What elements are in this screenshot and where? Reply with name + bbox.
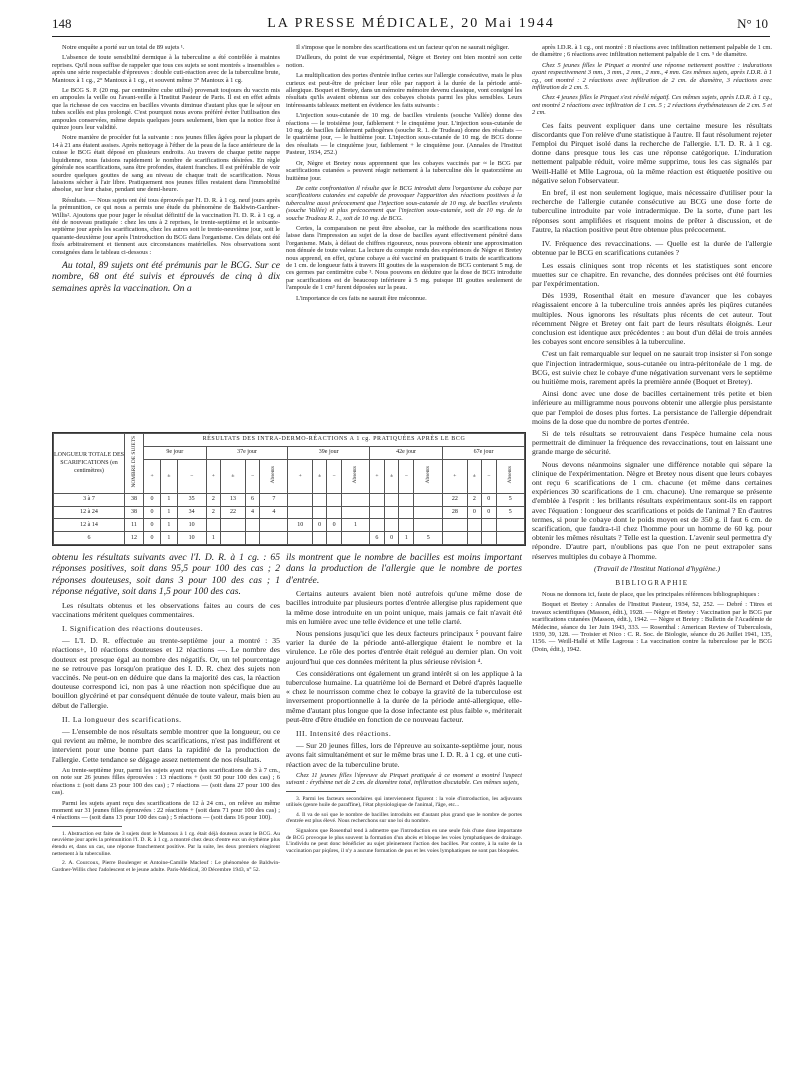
- table-header-length: LONGUEUR TOTALE DES SCARIFICATIONS (en centimètres): [54, 434, 125, 494]
- paragraph: Dès 1939, Rosenthal était en mesure d'avancer que les cobayes réagissaient encore à la tuberculine trois années après les piqûres cutanées multiples. Nous ignorons les résultats plus récents de cet auteur. Tout récemment Nègre et Bretey ont fait part de leurs résultats éloignés. Leur conclusion est identique aux précédentes : au bout d'un délai de trois années les cobayes sont encore sensibles à la tuberculine.: [532, 291, 772, 347]
- table-cell: [327, 506, 342, 519]
- sub-header: −: [399, 459, 414, 493]
- table-header-count: NOMBRE DE SUJETS: [125, 434, 144, 494]
- table-cell: 10: [288, 519, 313, 532]
- table-cell: 0: [327, 519, 342, 532]
- journal-title: LA PRESSE MÉDICALE, 20 Mai 1944: [267, 16, 555, 31]
- footnote: 3. Parmi les facteurs secondaires qui interviennent figurent : la voie d'introduction, les adjuvants utilisés (genre huile de paraffine), l'état physiologique de l'animal, l'âge, etc...: [286, 795, 522, 809]
- paragraph: C'est un fait remarquable sur lequel on ne saurait trop insister si l'on songe que l'injection intradermique, sous-cutanée ou intra-péritonéale de 1 mg. de BCG, est suivie chez le cobaye d'une négativation survenant vers le septième ou huitième mois, rarement après la première année (Boquet et Bretey).: [532, 349, 772, 386]
- sub-header: −: [481, 459, 496, 493]
- sub-header: +: [144, 459, 161, 493]
- sub-header: +: [443, 459, 468, 493]
- table-cell: 12 à 14: [54, 519, 125, 532]
- lead-paragraph: Au total, 89 sujets ont été prémunis par le BCG. Sur ce nombre, 68 ont été suivis et éprouvés de cinq à dix semaines après la vaccination. On a: [52, 259, 280, 294]
- table-cell: [288, 532, 313, 545]
- column-3: [532, 44, 772, 1064]
- table-cell: [414, 493, 443, 506]
- institution-credit: (Travail de l'Institut National d'hygiène.): [593, 563, 721, 573]
- sub-header: ±: [313, 459, 327, 493]
- table-cell: [369, 493, 384, 506]
- paragraph: Chez 11 jeunes filles l'épreuve du Pirquet pratiquée à ce moment a montré l'aspect suivant : érythème net de 2 cm. de diamètre total, infiltration discutable. Ces mêmes sujets,: [286, 771, 522, 787]
- lead-paragraph: obtenu les résultats suivants avec l'I. D. R. à 1 cg. : 65 réponses positives, soit dans 95,5 pour 100 des cas ; 2 réponses douteuses, soit dans 3 pour 100 des cas ; 1 réponse négative, soit dans 1,5 pour 100 des cas.: [52, 552, 280, 598]
- sub-header: +: [288, 459, 313, 493]
- table-cell: [384, 519, 399, 532]
- sub-header: −: [245, 459, 260, 493]
- table-cell: [260, 519, 288, 532]
- table-cell: [221, 519, 246, 532]
- table-cell: 5: [496, 506, 524, 519]
- paragraph: L'absence de toute sensibilité dermique à la tuberculine a été contrôlée à maintes reprises. Qu'il nous suffise de rappeler que tous ces sujets se sont montrés « insensibles » après une série respectable d'épreuves : double cuti-réaction avec de la tuberculine brute, Mantoux à 1 cg., 2° Mantoux à 1 cg., et souvent même 3° Mantoux à 1 cg.: [52, 54, 280, 84]
- table-cell: 6: [245, 493, 260, 506]
- table-cell: 12 à 24: [54, 506, 125, 519]
- bibliography-intro: Nous ne donnons ici, faute de place, que les principales références bibliographiques :: [542, 591, 760, 598]
- table-cell: [288, 506, 313, 519]
- table-cell: [369, 506, 384, 519]
- sub-header: ±: [467, 459, 481, 493]
- paragraph: Chez 5 jeunes filles le Pirquet a montré une réponse nettement positive : indurations ayant respectivement 3 mm., 3 mm., 2 mm., 2 mm., 4 mm. Ces mêmes sujets, après I.D.R. à 1 cg., ont montré : 2 réactions avec infiltration de 2 cm. de diamètre, 3 réactions avec infiltration de 2 cm. 5.: [532, 61, 772, 92]
- section-2-title: II. La longueur des scarifications.: [62, 714, 182, 724]
- paragraph: Au trente-septième jour, parmi les sujets ayant reçu des scarifications de 3 à 7 cm., on note sur 26 jeunes filles éprouvées : 13 réactions + (soit 50 pour 100 des cas) ; 6 réactions ± (soit dans 23 pour 100 des cas) ; 7 réactions — (soit dans 27 pour 100 des cas).: [52, 766, 280, 797]
- paragraph: Chez 4 jeunes filles le Pirquet s'est révélé négatif. Ces mêmes sujets, après I.D.R. à 1 cg., ont montré 2 réactions avec infiltration de 1 cm. 5 ; 2 réactions érythémateuses de 2 cm. 5 et 2 cm.: [532, 94, 772, 117]
- table-cell: [327, 532, 342, 545]
- table-cell: [467, 532, 481, 545]
- paragraph: Les essais cliniques sont trop récents et les statistiques sont encore muettes sur ce chapitre. En revanche, des données précises ont été fournies par l'expérimentation.: [532, 260, 772, 288]
- table-cell: [341, 506, 369, 519]
- table-cell: [341, 493, 369, 506]
- paragraph: Ces considérations ont également un grand intérêt si on les applique à la tuberculose humaine. La quatrième loi de Bernard et Debré d'après laquelle « chez le nourrisson comme chez le cobaye la gravité de la tuberculose est inversement proportionnelle à la durée de la période anté-allergique, elle-même d'autant plus longue que la dose infectante est plus faible », mériterait peut-être d'être étudiée en fonction de ce nouveau facteur.: [286, 668, 522, 724]
- table-cell: 10: [177, 532, 206, 545]
- table-cell: 0: [144, 532, 161, 545]
- table-row: [54, 493, 525, 506]
- table-cell: [399, 493, 414, 506]
- table-cell: [399, 506, 414, 519]
- table-cell: 3 à 7: [54, 493, 125, 506]
- column-1-bottom: [52, 552, 280, 1062]
- table-cell: [443, 519, 468, 532]
- footnote: 4. Il va de soi que le nombre de bacilles introduits est d'autant plus grand que le nombre de portes d'entrée est plus élevé. Nous recherchons sur une loi du nombre.: [286, 811, 522, 825]
- paragraph: Le BCG S. P. (20 mg. par centimètre cube utilisé) provenait toujours du vaccin mis en ampoules la veille ou l'avant-veille à l'Institut Pasteur de Paris. Il est en effet admis que la richesse de ces vaccins en bacilles vivants diminue d'autant plus que le séjour en tubes scellés est plus prolongé. C'est pourquoi nous avons préféré éviter l'utilisation des ampoules conservées, même depuis quelques jours seulement, bien que la notice fixe à quinze jours leur validité.: [52, 87, 280, 132]
- sub-header: ±: [384, 459, 399, 493]
- footnote: 2. A. Courcoux, Pierre Boulenger et Antoine-Camille Macleuf : Le phénomène de Baldwin-Gardner-Willis chez l'adolescent et le jeune adulte. Paris-Médical, 30 Décembre 1943, n° 52.: [52, 860, 280, 873]
- paragraph: Notre enquête a porté sur un total de 89 sujets ¹.: [62, 44, 185, 51]
- table-cell: 1: [399, 532, 414, 545]
- table-cell: 2: [467, 493, 481, 506]
- footnote-separator: [52, 826, 122, 827]
- table-cell: [496, 532, 524, 545]
- sub-header: +: [369, 459, 384, 493]
- table-title: RÉSULTATS DES INTRA-DERMO-RÉACTIONS A 1 cg. PRATIQUÉES APRÈS LE BCG: [144, 434, 525, 447]
- issue-number: N° 10: [737, 16, 768, 31]
- page-number: 148: [52, 16, 72, 31]
- paragraph: — Sur 20 jeunes filles, lors de l'épreuve au soixante-septième jour, nous avons fait simultanément et sur le même bras une I. D. R. à 1 cg. et une cuti-réaction avec de la tuberculine brute.: [286, 741, 522, 769]
- table-cell: [414, 519, 443, 532]
- sub-header: ±: [161, 459, 178, 493]
- section-4-title: IV. Fréquence des revaccinations. — Quelle est la durée de l'allergie obtenue par le BCG en scarifications cutanées ?: [532, 239, 772, 258]
- table-cell: 7: [260, 493, 288, 506]
- table-cell: 35: [177, 493, 206, 506]
- table-cell: 0: [144, 493, 161, 506]
- sub-header: Absents: [260, 459, 288, 493]
- paragraph: La multiplication des portes d'entrée influe certes sur l'allergie consécutive, mais le plus curieux est peut-être de préciser leur rôle par rapport à la durée de la période anté-allergique. Boquet et Bretey, dans un mémoire mémoire devenu classique, vont consigné les résultats qu'ils avaient obtenus sur des cobayes choisis parmi les plus sensibles. Leurs intéressants tableaux mettent en évidence les faits suivants :: [286, 72, 522, 109]
- table-cell: 34: [177, 506, 206, 519]
- table-cell: 1: [161, 519, 178, 532]
- table-cell: 2: [206, 493, 221, 506]
- paragraph: D'ailleurs, du point de vue expérimental, Nègre et Bretey ont bien montré son cette notion.: [286, 54, 522, 69]
- table-cell: [384, 493, 399, 506]
- paragraph: Si de tels résultats se retrouvaient dans l'espèce humaine cela nous permettrait de diminuer la fréquence des revaccinations, tout en laissant une grande marge de sécurité.: [532, 428, 772, 457]
- table-cell: [399, 519, 414, 532]
- paragraph: Les résultats obtenus et les observations faites au cours de ces vaccinations méritent quelques commentaires.: [52, 600, 280, 619]
- table-row: [54, 506, 525, 519]
- footnote: Signalons que Rosenthal tend à admettre que l'introduction en une seule fois d'une dose importante de BCG provoque le plus souvent la formation d'un abcès et bloque les voies lymphatiques de drainage. L'individu ne peut donc bénéficier au sujet pleinement l'action des bacilles. Par contre, à la suite de la vaccination par piqûres, il n'y a aucune formation de pus et les voies lymphatiques ne sont pas bloquées.: [286, 828, 522, 854]
- section-3-title: III. Intensité des réactions.: [296, 729, 392, 739]
- table-cell: 1: [161, 506, 178, 519]
- paragraph: Résultats. — Nous sujets ont été tous éprouvés par l'I. D. R. à 1 cg. neuf jours après la prémunition, ce qui nous a permis une étude du phénomène de Baldwin-Gardner-Willis². Ajoutons que pour juger le résultat définitif de la vaccination l'I. D. R. à 1 cg. a été de nouveau pratiquée : chez les uns à 2 reprises, le trente-septième et le soixante-septième jour après les scarifications, chez les autres soit le trente-neuvième jour, soit le quarante-deuxième jour après l'introduction du BCG dans l'organisme. Ces délais ont été fixés arbitrairement et tiennent aux circonstances matérielles. Nos observations sont consignées dans le tableau ci-dessous :: [52, 196, 280, 256]
- sub-header: Absents: [496, 459, 524, 493]
- table-cell: 22: [443, 493, 468, 506]
- table-day-9: 9e jour: [144, 446, 207, 459]
- paragraph: — L'I. D. R. effectuée au trente-septième jour a montré : 35 réactions+, 10 réactions douteuses et 12 réactions —. Le nombre des douteux est presque égal au nombre des négatifs. Or, un tel pourcentage ne se retrouve pas lorsqu'on pratique des I. D. R. chez des sujets non vaccinés. Ne peut-on en déduire que dans la majorité des cas, la réaction douteuse correspond ici, non pas à une réaction non spécifique due au bouillon glycériné et par conséquent dénuée de toute valeur, mais bien au début de l'allergie.: [52, 636, 280, 710]
- table-cell: 1: [161, 532, 178, 545]
- table-cell: 0: [313, 519, 327, 532]
- column-2-bottom: [286, 552, 522, 1062]
- table-day-37: 37e jour: [206, 446, 288, 459]
- table-cell: 4: [260, 506, 288, 519]
- table-cell: [327, 493, 342, 506]
- paragraph: En bref, il est non seulement logique, mais nécessaire d'utiliser pour la recherche de l'allergie cutanée consécutive au BCG une dose forte de tuberculine introduite par voie intradermique. De la sorte, d'une part les réponses sont amplifiées et risquent moins de prêter à discussion, et de l'autre, la réaction positive peut être obtenue plus précocement.: [532, 188, 772, 234]
- table-cell: 0: [481, 493, 496, 506]
- table-day-39: 39e jour: [288, 446, 370, 459]
- table-cell: [341, 532, 369, 545]
- paragraph: Ces faits peuvent expliquer dans une certaine mesure les résultats discordants que l'on relève d'une statistique à l'autre. Il faut résolument rejeter l'emploi du Pirquet isolé dans la recherche de l'allergie. L'I. D. R. à 1 cg. donne dans presque tous les cas une réponse catégorique. L'induration nettement palpable réduit, voire même supprime, tous les cas signalés par Weill-Hallé et Mlle Lagroua, où la même réaction est étiquetée positive ou négative selon l'observateur.: [532, 120, 772, 185]
- table-cell: 6: [54, 532, 125, 545]
- table-cell: 1: [161, 493, 178, 506]
- paragraph: Notre manière de procéder fut la suivante : nos jeunes filles âgées pour la plupart de 14 à 21 ans étaient assises. Après nettoyage à l'éther de la peau de la face antérieure de la cuisse le BCG était déposé en plusieurs endroits. Au travers de chaque petite nappe liquidienne, nous faisions rapidement le nombre de scarifications désirées. En règle générale nos scarifications, sans être profondes, étaient franches. Il est préférable de voir sourdre quelques gouttes de sang au niveau de chaque trait de scarification. Nous laissions sécher à l'air libre. Pratiquement nos jeunes filles restaient dans l'immobilité absolue, sur leur chaise, pendant une demi-heure.: [52, 134, 280, 194]
- table-cell: [467, 519, 481, 532]
- paragraph: Il s'impose que le nombre des scarifications est un facteur qu'on ne saurait négliger.: [296, 44, 510, 51]
- table-cell: 10: [177, 519, 206, 532]
- table-day-67: 67e jour: [443, 446, 525, 459]
- bibliography-title: BIBLIOGRAPHIE: [615, 579, 689, 587]
- paragraph: Nous pensions jusqu'ici que les deux facteurs principaux ⁵ pouvant faire varier la durée de la période anté-allergique étaient le nombre et la virulence. Le rôle des portes d'entrée était relégué au dernier plan. On voit aujourd'hui que ces données méritent la plus sérieuse révision ⁴.: [286, 629, 522, 666]
- table-cell: 1: [206, 532, 221, 545]
- table-cell: 22: [221, 506, 246, 519]
- table-cell: [288, 493, 313, 506]
- table-cell: 0: [144, 519, 161, 532]
- table-cell: 5: [414, 532, 443, 545]
- sub-header: −: [327, 459, 342, 493]
- results-table: [52, 432, 526, 546]
- table-cell: [245, 519, 260, 532]
- table-day-42: 42e jour: [369, 446, 442, 459]
- table-cell: 2: [206, 506, 221, 519]
- paragraph: L'injection sous-cutanée de 10 mg. de bacilles virulents (souche Vallée) donne des réactions — le troisième jour, faiblement + le cinquième jour. L'injection sous-cutanée de 10 mg. de bacilles faiblement pathogènes (souche R. 1. de Trudeau) donne des résultats — le quatrième jour, — le huitième jour. L'injection sous-cutanée de 10 mg. de BCG donne des résultats — le cinquième jour, faiblement + le cinquième jour. (Annales de l'Institut Pasteur, 1934, 252.): [286, 112, 522, 157]
- table-cell: [221, 532, 246, 545]
- sub-header: −: [177, 459, 206, 493]
- table-cell: 38: [125, 493, 144, 506]
- table-cell: [369, 519, 384, 532]
- table-cell: [384, 506, 399, 519]
- table-cell: [313, 506, 327, 519]
- table-cell: [481, 519, 496, 532]
- table-row: [54, 532, 525, 545]
- table-cell: 11: [125, 519, 144, 532]
- column-1-top: [52, 44, 280, 428]
- table-cell: 1: [341, 519, 369, 532]
- table-cell: 13: [221, 493, 246, 506]
- table-cell: [260, 532, 288, 545]
- sub-header: ±: [221, 459, 246, 493]
- footnote-separator: [286, 791, 356, 792]
- paragraph: Certains auteurs avaient bien noté autrefois qu'une même dose de bacilles introduite par plusieurs portes d'entrée allergise plus rapidement que la même dose introduite en un point unique, mais jamais ce fait n'avait été mis en lumière avec une telle évidence et une telle clarté.: [286, 589, 522, 626]
- paragraph: Certes, la comparaison ne peut être absolue, car la méthode des scarifications nous laisse dans l'impression au sujet de la dose de bacilles ayant effectivement pénétré dans l'organisme. Mais, à défaut de chiffres rigoureux, nous pouvons obtenir une approximation non dénuée de toute valeur. La lecture du compte rendu des expériences de Nègre et Bretey nous apprend, en effet, qu'une cobaye a été vacciné en pratiquant 6 traits de scarifications de 1 cm. de longueur faits à travers III gouttes de la suspension de BCG contenant 5 mg. de ces germes par centimètre cube ³. Nous pouvons en déduire que la dose de BCG introduite par scarifications est de beaucoup inférieure à 5 mg. puisque III gouttes seulement de l'ampoule de 1 cm³ furent déposées sur la peau.: [286, 224, 522, 292]
- table-cell: [313, 493, 327, 506]
- table-cell: [443, 532, 468, 545]
- table-cell: 28: [443, 506, 468, 519]
- table-cell: 5: [496, 493, 524, 506]
- table-cell: [206, 519, 221, 532]
- table-cell: 6: [369, 532, 384, 545]
- footnote: 1. Abstraction est faite de 3 sujets dont le Mantoux à 1 cg. était déjà douteux avant le BCG. Au neuvième jour après la prémunition l'I. D. R. à 1 cg. a montré chez deux d'entre eux un érythème plus étendu et, dans un cas, une réponse franchement positive. Par la suite, les deux premiers réagirent nettement à la tuberculine.: [52, 830, 280, 857]
- paragraph: Or, Nègre et Bretey nous apprennent que les cobayes vaccinés par ≈ le BCG par scarifications cutanées » peuvent réagir nettement à la tuberculine dès le quatorzième au huitième jour.: [286, 159, 522, 182]
- table-cell: 0: [384, 532, 399, 545]
- lead-paragraph: ils montrent que le nombre de bacilles est moins important dans la production de l'allergie que le nombre de portes d'entrée.: [286, 552, 522, 586]
- running-header: [52, 14, 770, 37]
- table-cell: [313, 532, 327, 545]
- table-cell: [496, 519, 524, 532]
- sub-header: +: [206, 459, 221, 493]
- paragraph: L'importance de ces faits ne saurait être méconnue.: [296, 294, 427, 302]
- section-1-title: I. Signification des réactions douteuses.: [62, 624, 204, 634]
- table-row: [54, 519, 525, 532]
- table-cell: 4: [245, 506, 260, 519]
- table-cell: 0: [467, 506, 481, 519]
- table-cell: [245, 532, 260, 545]
- bibliography-text: Boquet et Bretey : Annales de l'Institut Pasteur, 1934, 52, 252. — Debré : Titres et travaux scientifiques (Masson, édit.), 1928. — Nègre et Bretey : Vaccination par le BCG par scarifications cutanées (Masson, édit.), 1942. — Nègre et Bretey : Bulletin de l'Académie de Médecine, séance du 1er Juin 1943, 333. — Rosenthal : American Review of Tuberculosis, 1939, 39, 128. — Troisier et Nico : C. R. Soc. de Biologie, séance du 26 Juillet 1941, 135, 1156. — Weill-Hallé et Mlle Lagroua : La vaccination contre la tuberculose par le BCG (Doin, édit.), 1942.: [532, 601, 772, 653]
- paragraph: après I.D.R. à 1 cg., ont montré : 8 réactions avec infiltration nettement palpable de 1 cm. de diamètre ; 6 réactions avec infiltration nettement palpable de 1 cm. ⁵ de diamètre.: [532, 44, 772, 59]
- paragraph: Ainsi donc avec une dose de bacilles certainement très petite et bien inférieure au milligramme nous pouvons obtenir une allergie plus persistante que par l'emploi de doses plus fortes. La persistance de l'allergie dépendrait moins de la dose que du nombre de portes d'entrée.: [532, 389, 772, 426]
- table-cell: 38: [125, 506, 144, 519]
- paragraph: Nous devons néanmoins signaler une différence notable qui sépare la clinique de l'expérimentation. Nègre et Bretey nous disent que leurs cobayes ont reçu 6 scarifications de 1 cm. chacune (et même dans certaines expériences 30 scarifications de 1 cm. chacune). Une remarque se présente d'emblée à l'esprit : les brillants résultats expérimentaux sont-ils en rapport avec l'équation : longueur des scarifications et poids de l'animal ? En d'autres termes, si pour le cobaye dont le poids moyen est de 350 g. il faut 6 cm. de scarification, que faudra-t-il chez l'homme pour un homme de 60 kg. pour obtenir les mêmes résultats ? Telle est la question. L'avenir seul permettra d'y répondre. D'autre part, n'oublions pas que l'on ne peut extrapoler sans réserves multiples du cobaye à l'homme.: [532, 459, 772, 561]
- table-cell: 0: [481, 506, 496, 519]
- paragraph: — L'ensemble de nos résultats semble montrer que la longueur, ou ce qui revient au même, le nombre des scarifications, n'est pas indifférent et intervient pour une bonne part dans la rapidité de la production de l'allergie. Cette tendance se dégage assez nettement de nos résultats.: [52, 727, 280, 764]
- table-cell: 0: [144, 506, 161, 519]
- sub-header: Absents: [414, 459, 443, 493]
- table-cell: [481, 532, 496, 545]
- column-2-top: [286, 44, 522, 428]
- table-cell: [414, 506, 443, 519]
- paragraph: De cette confrontation il résulte que le BCG introduit dans l'organisme du cobaye par scarifications cutanées est capable de provoquer l'apparition des réactions positives à la tuberculine aussi précocement que l'injection sous-cutanée de 10 mg. de bacilles virulents (souche Vallée) et plus précocement que l'injection sous-cutanée, soit de 10 mg. de la souche Trudeau R. 1., soit de 10 mg. de BCG.: [286, 184, 522, 222]
- sub-header: Absents: [341, 459, 369, 493]
- paragraph: Parmi les sujets ayant reçu des scarifications de 12 à 24 cm., on relève au même moment sur 31 jeunes filles éprouvées : 22 réactions + (soit dans 71 pour 100 des cas) ; 4 réactions — (soit dans 13 pour 100 des cas) ; 5 réactions — (soit dans 16 pour 100).: [52, 799, 280, 822]
- table-cell: 12: [125, 532, 144, 545]
